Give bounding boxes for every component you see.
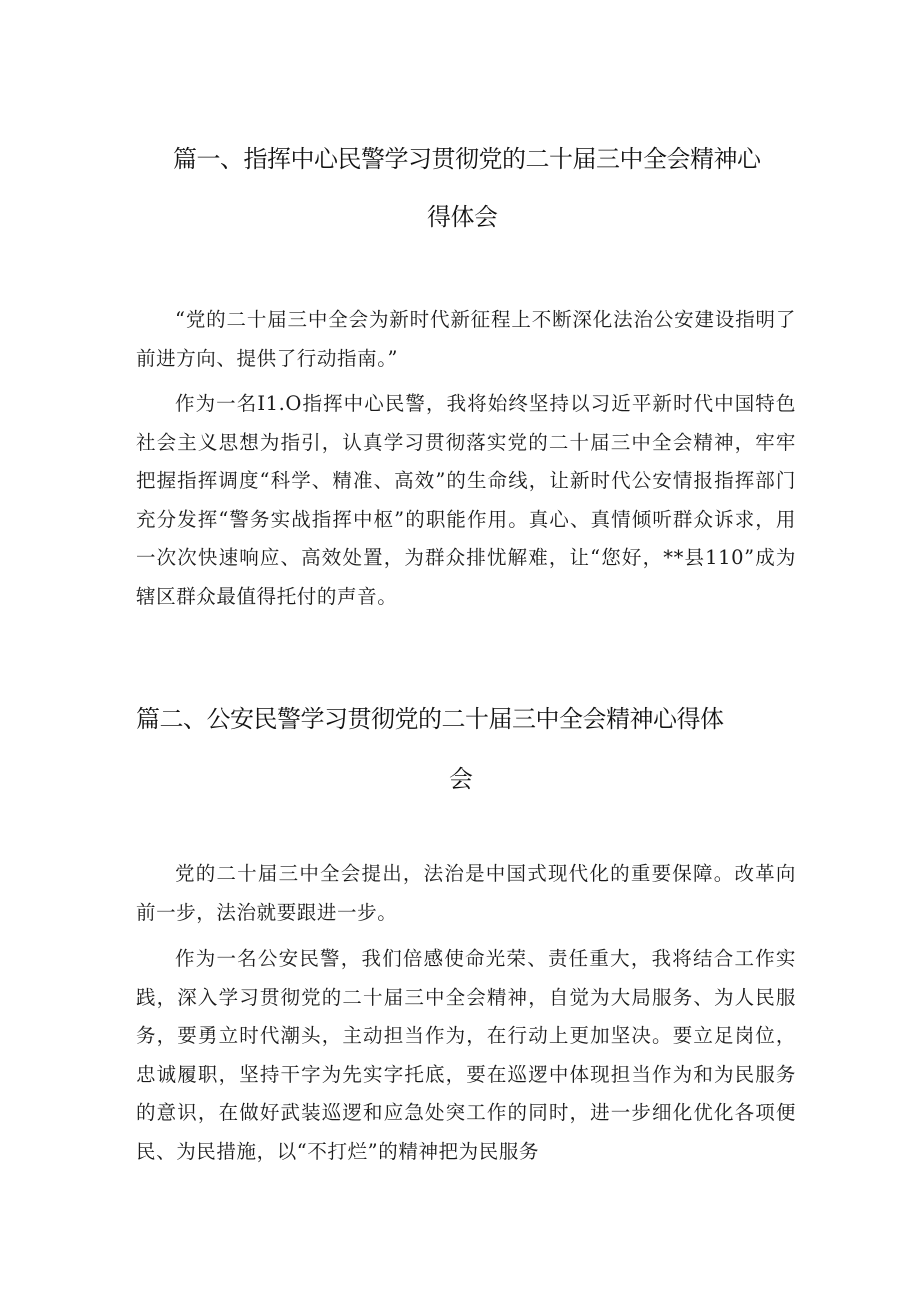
section-1-paragraph-1: “党的二十届三中全会为新时代新征程上不断深化法治公安建设指明了前进方向、提供了行动指南。” [136,308,796,370]
section-1-title-line-2: 得体会 [427,203,498,231]
section-1-paragraph-2: 作为一名I1.O指挥中心民警，我将始终坚持以习近平新时代中国特色社会主义思想为指引，认真学习贯彻落实党的二十届三中全会精神，牢牢把握指挥调度“科学、精准、高效”的生命线，让新时代公安情报指挥部门充分发挥“警务实战指挥中枢”的职能作用。真心、真情倾听群众诉求，用一次次快速响应、高效处置，为群众排忧解难，让“您好，**县110”成为辖区群众最值得托付的声音。 [136,392,796,608]
section-2-paragraph-1: 党的二十届三中全会提出，法治是中国式现代化的重要保障。改革向前一步，法治就要跟进一步。 [136,862,796,924]
section-2-title-line-2: 会 [449,765,473,793]
section-1-title-line-1: 篇一、指挥中心民警学习贯彻党的二十届三中全会精神心 [173,145,761,173]
section-2-title-line-1: 篇二、公安民警学习贯彻党的二十届三中全会精神心得体 [136,705,724,733]
section-2-paragraph-2: 作为一名公安民警，我们倍感使命光荣、责任重大，我将结合工作实践，深入学习贯彻党的二十届三中全会精神，自觉为大局服务、为人民服务，要勇立时代潮头，主动担当作为，在行动上更加坚决。要立足岗位，忠诚履职，坚持干字为先实字托底，要在巡逻中体现担当作为和为民服务的意识，在做好武装巡逻和应急处突工作的同时，进一步细化优化各项便民、为民措施，以“不打烂”的精神把为民服务 [136,947,796,1163]
